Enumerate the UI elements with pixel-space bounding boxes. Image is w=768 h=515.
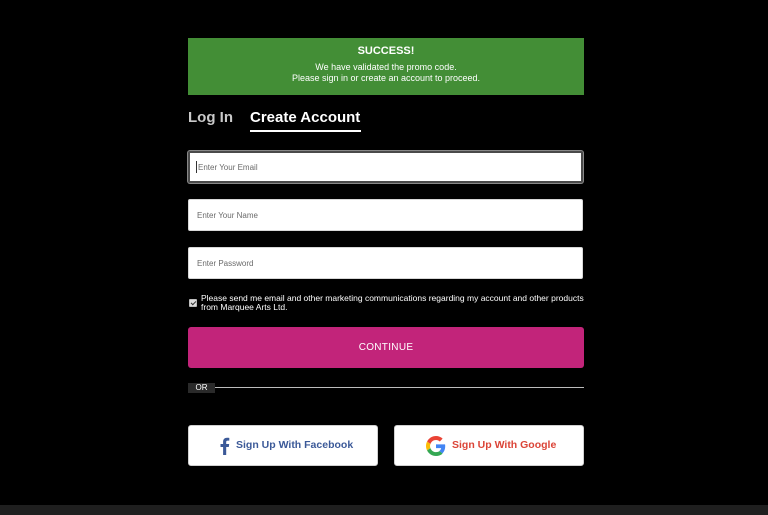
name-input[interactable] (188, 199, 583, 231)
tab-log-in[interactable]: Log In (188, 109, 233, 126)
or-divider (188, 382, 584, 394)
password-input[interactable] (188, 247, 583, 279)
success-alert (188, 38, 584, 95)
tab-create-account[interactable]: Create Account (250, 109, 361, 126)
facebook-signup-label: Sign Up With Facebook (236, 439, 354, 451)
email-input[interactable] (188, 151, 583, 183)
facebook-f-icon (215, 436, 235, 456)
active-tab-underline (250, 130, 361, 132)
divider-line (215, 387, 584, 388)
facebook-signup-button[interactable] (188, 425, 378, 466)
google-signup-button[interactable] (394, 425, 584, 466)
continue-button[interactable]: CONTINUE (188, 327, 584, 368)
google-g-icon (426, 436, 446, 456)
or-label: OR (188, 383, 215, 393)
text-caret (196, 161, 197, 173)
marketing-consent-checkbox[interactable] (189, 299, 197, 307)
alert-title: SUCCESS! (357, 45, 415, 57)
bottom-bar (0, 505, 768, 515)
google-signup-label: Sign Up With Google (452, 439, 557, 451)
alert-message-line-1: We have validated the promo code. (315, 62, 457, 72)
marketing-consent-label: Please send me email and other marketing communications regarding my account and other products from Marquee Arts Ltd. (201, 293, 584, 312)
alert-message-line-2: Please sign in or create an account to proceed. (291, 73, 481, 83)
